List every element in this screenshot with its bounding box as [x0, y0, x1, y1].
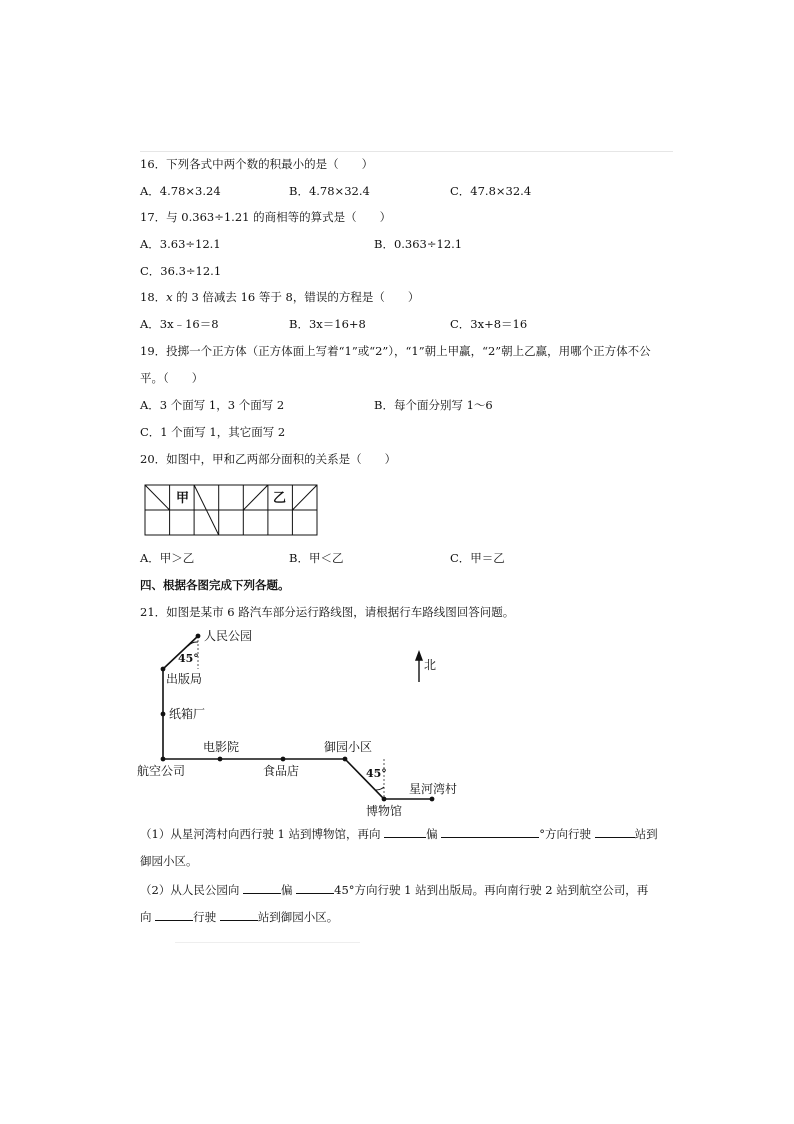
q18-number: 18．: [140, 290, 167, 304]
q20-option-a: A．甲＞乙: [140, 551, 195, 565]
stop-dot-cinema: [218, 757, 223, 762]
stop-dot-xinghe: [430, 797, 435, 802]
q21-part1-line2: 御园小区。: [140, 854, 198, 868]
stop-dot-food-store: [281, 757, 286, 762]
stop-cinema: 电影院: [203, 740, 240, 754]
q21-part2-text-d: 向: [140, 910, 152, 924]
blank-direction-2c[interactable]: [155, 909, 193, 921]
q16-option-c: C．47.8×32.4: [450, 184, 532, 198]
stop-publishing: 出版局: [166, 672, 203, 686]
q21-part1-text-c: °方向行驶: [539, 827, 592, 841]
q18-option-b: B．3x＝16+8: [289, 317, 366, 331]
stop-dot-people-park: [196, 634, 201, 639]
stop-dot-publishing: [161, 667, 166, 672]
q18-stem-text: 的 3 倍减去 16 等于 8，错误的方程是（ ）: [172, 290, 420, 304]
stop-carton: 纸箱厂: [169, 707, 206, 721]
q20-option-c: C．甲＝乙: [450, 551, 505, 565]
q19-option-a: A．3 个面写 1，3 个面写 2: [140, 398, 285, 412]
question-17: 17．与 0.363÷1.21 的商相等的算式是（ ）: [140, 210, 392, 224]
stop-dot-carton: [161, 712, 166, 717]
north-label: 北: [424, 658, 437, 672]
q18-option-a: A．3x﹣16＝8: [140, 317, 219, 331]
blank-direction-1[interactable]: [384, 826, 426, 838]
question-19-line1: 19．投掷一个正方体（正方体面上写着“1”或“2”），“1”朝上甲赢，“2”朝上乙赢，用哪个正方体不公: [140, 344, 651, 358]
q18-option-c: C．3x+8＝16: [450, 317, 528, 331]
q20-label-yi: 乙: [273, 491, 287, 506]
q21-part2-text-f: 站到御园小区。: [257, 910, 339, 924]
blank-degrees-1[interactable]: [441, 826, 539, 838]
stop-dot-yuyuan: [343, 757, 348, 762]
q21-part1-text-d: 站到: [634, 827, 658, 841]
q21-part2-text-e: 行驶: [193, 910, 217, 924]
q16-option-b: B．4.78×32.4: [289, 184, 370, 198]
q21-part2-line1: [140, 882, 648, 898]
q21-part1-line1: [140, 826, 658, 842]
q17-option-a: A．3.63÷12.1: [140, 237, 221, 251]
q17-option-b: B．0.363÷12.1: [374, 237, 463, 251]
angle-label-bottom: 45°: [366, 767, 387, 780]
north-arrow-head: [416, 652, 422, 660]
question-16: 16．下列各式中两个数的积最小的是（ ）: [140, 157, 374, 171]
blank-stops-2[interactable]: [220, 909, 258, 921]
blank-direction-2b[interactable]: [296, 882, 334, 894]
stop-xinghe: 星河湾村: [409, 782, 458, 796]
angle-label-top: 45°: [178, 652, 199, 665]
q20-label-jia: 甲: [176, 491, 190, 506]
q20-option-b: B．甲＜乙: [289, 551, 344, 565]
q19-option-c: C．1 个面写 1，其它面写 2: [140, 425, 286, 439]
stop-airline: 航空公司: [137, 764, 186, 778]
angle-arc-top: [188, 642, 198, 646]
q21-part2-text-a: （2）从人民公园向: [140, 883, 240, 897]
stop-food-store: 食品店: [263, 764, 300, 778]
question-19-line2: 平。（ ）: [140, 371, 204, 385]
q17-option-c: C．36.3÷12.1: [140, 264, 222, 278]
stop-dot-museum: [382, 797, 387, 802]
q18-variable: x: [166, 290, 173, 304]
stop-yuyuan: 御园小区: [324, 740, 373, 754]
question-21: 21．如图是某市 6 路汽车部分运行路线图，请根据行车路线图回答问题。: [140, 605, 515, 619]
q16-option-a: A．4.78×3.24: [140, 184, 221, 198]
q19-option-b: B．每个面分别写 1～6: [374, 398, 493, 412]
q21-part1-text-b: 偏: [426, 827, 438, 841]
q21-part2-text-c: 45°方向行驶 1 站到出版局。再向南行驶 2 站到航空公司，再: [334, 883, 649, 897]
blank-stops-1[interactable]: [595, 826, 635, 838]
stop-dot-airline: [161, 757, 166, 762]
section-4-heading: 四、根据各图完成下列各题。: [140, 578, 290, 592]
q21-part2-line2: [140, 909, 338, 925]
question-20: 20．如图中，甲和乙两部分面积的关系是（ ）: [140, 452, 397, 466]
blank-direction-2a[interactable]: [243, 882, 281, 894]
angle-arc-bottom: [376, 787, 384, 790]
q21-part1-text-a: （1）从星河湾村向西行驶 1 站到博物馆，再向: [140, 827, 381, 841]
q21-part2-text-b: 偏: [280, 883, 293, 897]
stop-museum: 博物馆: [366, 804, 403, 818]
stop-people-park: 人民公园: [204, 629, 253, 643]
bottom-divider: [175, 942, 360, 943]
